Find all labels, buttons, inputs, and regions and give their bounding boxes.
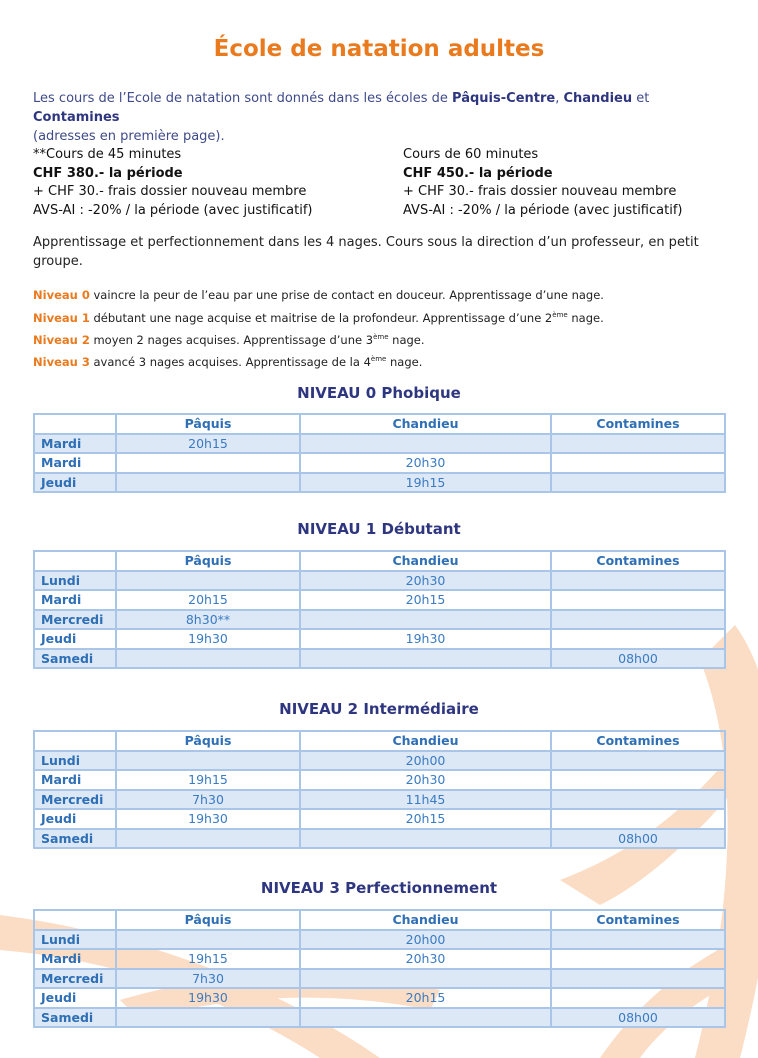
intro-note: (adresses en première page). — [33, 129, 225, 144]
cell-chandieu — [300, 610, 551, 630]
row-day: Samedi — [34, 829, 116, 849]
table-row — [34, 949, 725, 969]
row-day: Samedi — [34, 1008, 116, 1028]
course-fee: + CHF 30.- frais dossier nouveau membre — [33, 184, 307, 199]
cell-chandieu: 20h15 — [300, 809, 551, 829]
cell-contamines — [551, 988, 725, 1008]
cell-paquis: 19h30 — [116, 629, 300, 649]
row-day: Lundi — [34, 751, 116, 771]
cell-chandieu: 19h30 — [300, 629, 551, 649]
price-block-45min — [33, 146, 312, 220]
cell-contamines — [551, 590, 725, 610]
cell-contamines — [551, 453, 725, 473]
cell-chandieu: 20h15 — [300, 988, 551, 1008]
header-day — [34, 551, 116, 571]
row-day: Jeudi — [34, 629, 116, 649]
cell-chandieu — [300, 829, 551, 849]
row-day: Samedi — [34, 649, 116, 669]
cell-chandieu: 20h00 — [300, 751, 551, 771]
cell-contamines — [551, 434, 725, 454]
cell-contamines — [551, 571, 725, 591]
level-tail: nage. — [386, 354, 423, 369]
course-duration: Cours de 60 minutes — [403, 147, 539, 162]
row-day: Jeudi — [34, 473, 116, 493]
course-price: CHF 380.- la période — [33, 165, 183, 181]
cell-contamines — [551, 770, 725, 790]
cell-paquis — [116, 829, 300, 849]
table-row — [34, 610, 725, 630]
schedule-table-niveau-2 — [33, 730, 726, 849]
level-label: Niveau 3 — [33, 354, 90, 369]
cell-paquis — [116, 649, 300, 669]
schedule-table-niveau-0 — [33, 413, 726, 493]
cell-contamines — [551, 473, 725, 493]
table-header-row — [34, 414, 725, 434]
table-row — [34, 649, 725, 669]
table-row — [34, 571, 725, 591]
header-day — [34, 910, 116, 930]
header-contamines: Contamines — [551, 910, 725, 930]
header-contamines: Contamines — [551, 414, 725, 434]
cell-contamines — [551, 809, 725, 829]
cell-contamines — [551, 930, 725, 950]
row-day: Lundi — [34, 571, 116, 591]
header-day — [34, 414, 116, 434]
cell-paquis — [116, 751, 300, 771]
page-title: École de natation adultes — [213, 36, 545, 62]
row-day: Mardi — [34, 434, 116, 454]
cell-paquis: 8h30** — [116, 610, 300, 630]
table-header-row — [34, 551, 725, 571]
row-day: Mercredi — [34, 610, 116, 630]
header-paquis: Pâquis — [116, 414, 300, 434]
cell-chandieu — [300, 969, 551, 989]
header-contamines: Contamines — [551, 551, 725, 571]
cell-chandieu: 20h30 — [300, 571, 551, 591]
table-row — [34, 969, 725, 989]
schedule-title-niveau-1: NIVEAU 1 Débutant — [297, 520, 461, 538]
cell-chandieu: 20h30 — [300, 453, 551, 473]
schedule-title-niveau-3: NIVEAU 3 Perfectionnement — [260, 879, 498, 897]
cell-paquis — [116, 930, 300, 950]
table-row — [34, 629, 725, 649]
row-day: Jeudi — [34, 809, 116, 829]
header-paquis: Pâquis — [116, 731, 300, 751]
schedule-title-niveau-0: NIVEAU 0 Phobique — [297, 384, 461, 402]
cell-paquis: 7h30 — [116, 969, 300, 989]
cell-paquis: 19h30 — [116, 809, 300, 829]
row-day: Mardi — [34, 590, 116, 610]
table-row — [34, 988, 725, 1008]
row-day: Jeudi — [34, 988, 116, 1008]
cell-contamines: 08h00 — [551, 829, 725, 849]
cell-contamines — [551, 610, 725, 630]
row-day: Mercredi — [34, 969, 116, 989]
table-row — [34, 1008, 725, 1028]
schedule-table-niveau-3 — [33, 909, 726, 1028]
cell-chandieu — [300, 649, 551, 669]
level-item-3 — [33, 350, 733, 372]
table-header-row — [34, 910, 725, 930]
cell-paquis: 19h30 — [116, 988, 300, 1008]
course-fee: + CHF 30.- frais dossier nouveau membre — [403, 184, 677, 199]
level-tail: nage. — [388, 332, 425, 347]
levels-list — [33, 286, 733, 372]
cell-paquis — [116, 571, 300, 591]
schedule-table-niveau-1 — [33, 550, 726, 669]
header-paquis: Pâquis — [116, 551, 300, 571]
course-discount: AVS-AI : -20% / la période (avec justificatif) — [33, 202, 313, 218]
cell-paquis: 19h15 — [116, 949, 300, 969]
cell-contamines: 08h00 — [551, 1008, 725, 1028]
header-paquis: Pâquis — [116, 910, 300, 930]
level-label: Niveau 1 — [33, 310, 90, 325]
cell-chandieu — [300, 434, 551, 454]
level-item-2 — [33, 328, 733, 350]
level-item-0 — [33, 286, 733, 306]
table-row — [34, 930, 725, 950]
cell-chandieu: 20h15 — [300, 590, 551, 610]
cell-paquis — [116, 473, 300, 493]
row-day: Mardi — [34, 453, 116, 473]
cell-paquis — [116, 453, 300, 473]
cell-contamines — [551, 949, 725, 969]
course-discount: AVS-AI : -20% / la période (avec justificatif) — [403, 202, 683, 218]
intro-paragraph — [33, 89, 733, 146]
cell-paquis — [116, 1008, 300, 1028]
header-chandieu: Chandieu — [300, 551, 551, 571]
price-block-60min — [403, 146, 682, 220]
cell-paquis: 7h30 — [116, 790, 300, 810]
header-chandieu: Chandieu — [300, 731, 551, 751]
row-day: Mercredi — [34, 790, 116, 810]
level-text: moyen 2 nages acquises. Apprentissage d’une 3 — [89, 332, 374, 347]
row-day: Lundi — [34, 930, 116, 950]
header-chandieu: Chandieu — [300, 414, 551, 434]
level-label: Niveau 0 — [33, 288, 90, 302]
level-text: vaincre la peur de l’eau par une prise de contact en douceur. Apprentissage d’une nage. — [89, 288, 604, 302]
cell-contamines — [551, 629, 725, 649]
cell-chandieu: 11h45 — [300, 790, 551, 810]
table-row — [34, 453, 725, 473]
course-price: CHF 450.- la période — [403, 165, 553, 181]
intro-text: Les cours de l’Ecole de natation sont donnés dans les écoles de — [33, 91, 453, 106]
course-description: Apprentissage et perfectionnement dans les 4 nages. Cours sous la direction d’un professeur, en petit groupe. — [33, 235, 699, 269]
cell-chandieu: 19h15 — [300, 473, 551, 493]
cell-chandieu: 20h30 — [300, 770, 551, 790]
intro-conjunction: et — [632, 91, 650, 106]
school-chandieu: Chandieu — [563, 91, 633, 106]
level-sup: ème — [370, 355, 387, 364]
table-header-row — [34, 731, 725, 751]
level-text: débutant une nage acquise et maitrise de la profondeur. Apprentissage d’une 2 — [89, 310, 553, 325]
header-chandieu: Chandieu — [300, 910, 551, 930]
cell-chandieu: 20h30 — [300, 949, 551, 969]
table-row — [34, 829, 725, 849]
course-duration: **Cours de 45 minutes — [33, 147, 182, 162]
cell-paquis: 20h15 — [116, 434, 300, 454]
table-row — [34, 434, 725, 454]
cell-contamines: 08h00 — [551, 649, 725, 669]
table-row — [34, 590, 725, 610]
table-row — [34, 770, 725, 790]
school-contamines: Contamines — [33, 110, 120, 125]
cell-paquis: 20h15 — [116, 590, 300, 610]
level-tail: nage. — [567, 310, 604, 325]
table-row — [34, 473, 725, 493]
level-label: Niveau 2 — [33, 332, 90, 347]
schedule-title-niveau-2: NIVEAU 2 Intermédiaire — [279, 700, 479, 718]
school-paquis: Pâquis-Centre — [452, 91, 556, 106]
table-row — [34, 751, 725, 771]
level-sup: ème — [373, 332, 389, 341]
level-item-1 — [33, 306, 733, 328]
cell-paquis: 19h15 — [116, 770, 300, 790]
cell-chandieu — [300, 1008, 551, 1028]
level-text: avancé 3 nages acquises. Apprentissage de la 4 — [89, 354, 371, 369]
header-day — [34, 731, 116, 751]
row-day: Mardi — [34, 949, 116, 969]
level-sup: ème — [552, 310, 568, 319]
cell-contamines — [551, 969, 725, 989]
intro-separator: , — [555, 91, 564, 106]
row-day: Mardi — [34, 770, 116, 790]
header-contamines: Contamines — [551, 731, 725, 751]
cell-chandieu: 20h00 — [300, 930, 551, 950]
cell-contamines — [551, 751, 725, 771]
table-row — [34, 790, 725, 810]
cell-contamines — [551, 790, 725, 810]
table-row — [34, 809, 725, 829]
